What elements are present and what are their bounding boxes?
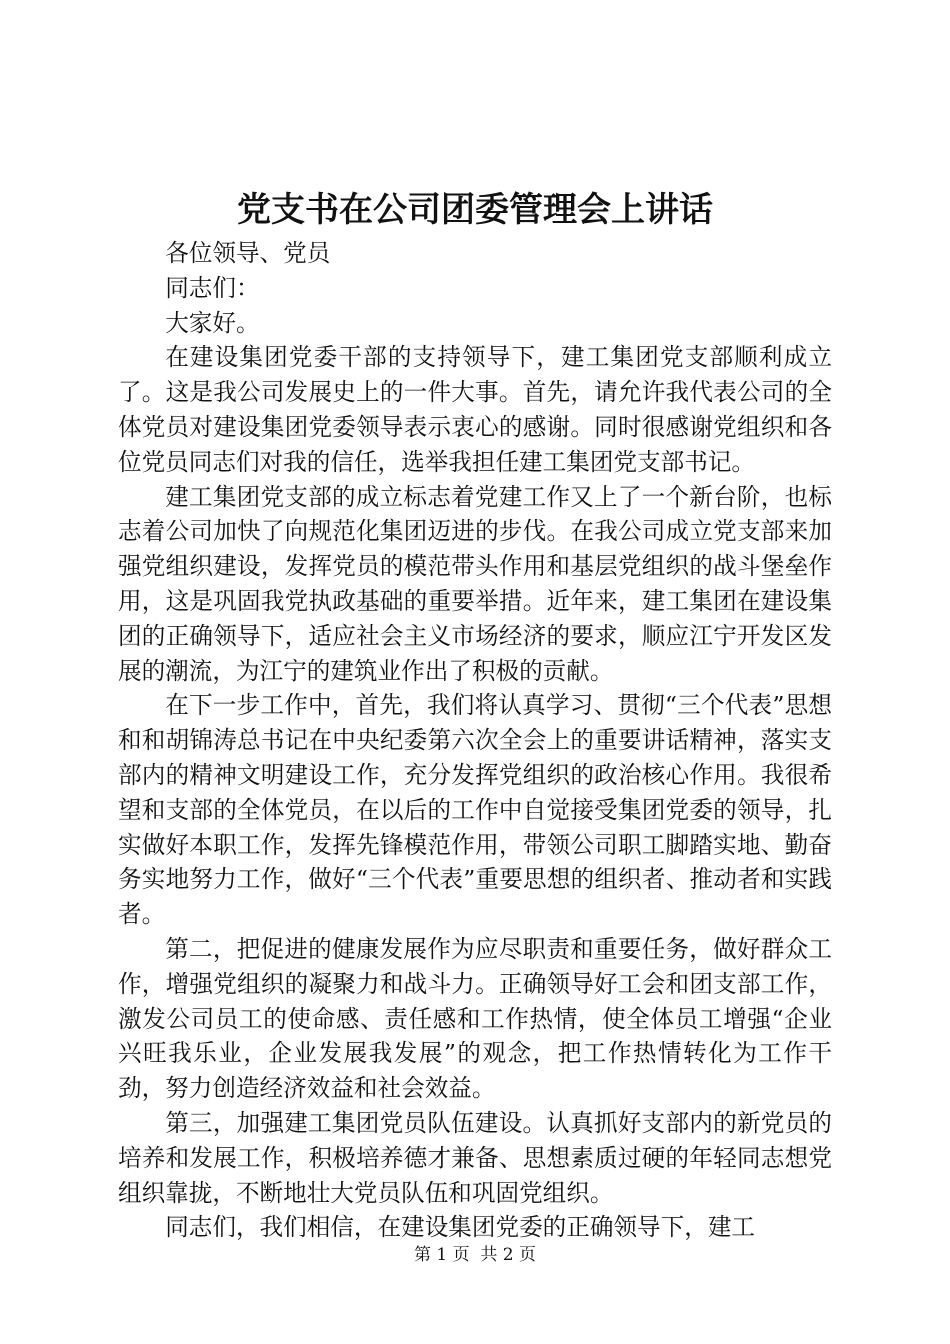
page-number: 第 1 页 共 2 页: [413, 1245, 537, 1265]
body-paragraph: 在下一步工作中，首先，我们将认真学习、贯彻“三个代表”思想和和胡锦涛总书记在中央纪委第六次全会上的重要讲话精神，落实支部内的精神文明建设工作，充分发挥党组织的政治核心作用。我很希望和支部的全体党员，在以后的工作中自觉接受集团党委的领导，扎实做好本职工作，发挥先锋模范作用，带领公司职工脚踏实地、勤奋务实地努力工作，做好“三个代表”重要思想的组织者、推动者和实践者。: [118, 691, 832, 929]
document-title: 党支书在公司团委管理会上讲话: [237, 190, 713, 230]
body-paragraph: 第三，加强建工集团党员队伍建设。认真抓好支部内的新党员的培养和发展工作，积极培养德才兼备、思想素质过硬的年轻同志想党组织靠拢，不断地壮大党员队伍和巩固党组织。: [118, 1108, 832, 1207]
body-paragraph: 在建设集团党委干部的支持领导下，建工集团党支部顺利成立了。这是我公司发展史上的一件大事。首先，请允许我代表公司的全体党员对建设集团党委领导表示衷心的感谢。同时很感谢党组织和各位党员同志们对我的信任，选举我担任建工集团党支部书记。: [118, 343, 832, 476]
body-paragraph: 建工集团党支部的成立标志着党建工作又上了一个新台阶，也标志着公司加快了向规范化集团迈进的步伐。在我公司成立党支部来加强党组织建设，发挥党员的模范带头作用和基层党组织的战斗堡垒作用，这是巩固我党执政基础的重要举措。近年来，建工集团在建设集团的正确领导下，适应社会主义市场经济的要求，顺应江宁开发区发展的潮流，为江宁的建筑业作出了积极的贡献。: [118, 482, 832, 685]
document-body: [118, 236, 832, 1245]
greeting-line: 大家好。: [165, 308, 260, 337]
salutation-line: 各位领导、党员: [165, 239, 331, 267]
body-paragraph: 第二，把促进的健康发展作为应尽职责和重要任务，做好群众工作，增强党组织的凝聚力和战斗力。正确领导好工会和团支部工作，激发公司员工的使命感、责任感和工作热情，使全体员工增强“企业兴旺我乐业，企业发展我发展”的观念，把工作热情转化为工作干劲，努力创造经济效益和社会效益。: [118, 934, 832, 1103]
salutation-line: 同志们：: [165, 273, 260, 302]
page-footer: [0, 1243, 950, 1267]
body-paragraph: 同志们，我们相信，在建设集团党委的正确领导下，建工: [165, 1213, 756, 1242]
